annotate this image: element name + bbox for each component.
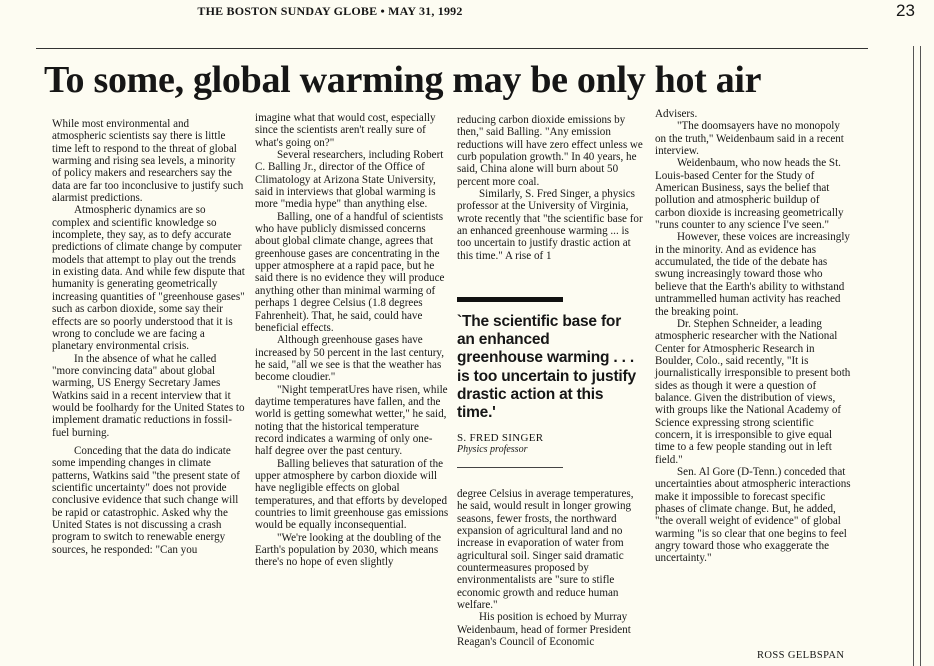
paragraph: Sen. Al Gore (D-Tenn.) conceded that uncertainties about atmospheric interactions make it impossible to forecast specific phases of climate change. But, he added, "the overall weight of evidence" of global warming "is so clear that one begins to feel angry toward those who exaggerate the uncertainty." xyxy=(655,465,851,565)
paragraph: degree Celsius in average temperatures, he said, would result in longer growing seasons, fewer frosts, the northward expansion of agricultural land and no increase in evaporation of water from agricultural soil. Singer said dramatic countermeasures proposed by environmentalists are "sure to stifle economic growth and reduce human welfare." xyxy=(457,488,634,612)
paragraph: In the absence of what he called "more convincing data" about global warming, US Energy Secretary James Watkins said in a recent interview that it would be foolhardy for the United States to implement dramatic reductions in fossil-fuel burning. xyxy=(52,352,245,439)
paragraph: His position is echoed by Murray Weidenbaum, head of former President Reagan's Council of Economic xyxy=(457,611,631,649)
paragraph: Balling believes that saturation of the upper atmosphere by carbon dioxide will have negligible effects on global temperatures, and that efforts by developed countries to limit greenhouse gas emissions would be equally inconsequential. xyxy=(255,457,449,532)
paragraph: Several researchers, including Robert C. Balling Jr., director of the Office of Climatology at Arizona State University, said in interviews that global warming is more "media hype" than anything else. xyxy=(255,149,444,211)
paragraph: reducing carbon dioxide emissions by then," said Balling. "Any emission reductions will have zero effect unless we curb population growth." In 40 years, he said, China alone will burn about 50 percent more coal. xyxy=(457,114,643,188)
article-column-4 xyxy=(655,108,851,565)
pullquote-attribution-name: S. FRED SINGER xyxy=(457,432,544,444)
paragraph: "The doomsayers have no monopoly on the truth," Weidenbaum said in a recent interview. xyxy=(655,120,844,158)
paragraph: "We're looking at the doubling of the Earth's population by 2030, which means there's no hope of even slightly xyxy=(255,531,441,569)
article-column-3-bottom xyxy=(457,488,645,648)
paragraph: While most environmental and atmospheric scientists say there is little time left to respond to the threat of global warming and rising sea levels, a minority of policy makers and researchers say the data are far too inconclusive to justify such alarmist predictions. xyxy=(52,118,244,205)
paragraph: Dr. Stephen Schneider, a leading atmospheric researcher with the National Center for Atmospheric Research in Boulder, Colo., said recently, "It is journalistically irresponsible to present both sides as though it were a question of balance. Given the distribution of views, with groups like the National Academy of Science expressing strong scientific concern, it is irresponsible to give equal time to a few people standing out in left field." xyxy=(655,317,851,466)
pullquote-attribution-title: Physics professor xyxy=(457,444,528,455)
paragraph: Conceding that the data do indicate some impending changes in climate patterns, Watkins said "the present state of scientific uncertainty" does not provide conclusive evidence that such change will be rapid or catastrophic. Asked why the United States is not discussing a crash program to switch to renewable energy sources, he responded: "Can you xyxy=(52,444,240,556)
pullquote-rule xyxy=(457,467,563,468)
margin-line xyxy=(913,46,914,666)
article-column-2 xyxy=(255,112,449,569)
pullquote: `The scientific base for an enhanced greenhouse warming . . . is too uncertain to justify drastic action at this time.' xyxy=(457,313,636,422)
paragraph: Weidenbaum, who now heads the St. Louis-based Center for the Study of American Business, says the belief that pollution and atmospheric buildup of carbon dioxide is increasing geometrically "runs counter to any science I've seen." xyxy=(655,157,844,232)
pullquote-bar xyxy=(457,297,563,302)
headline: To some, global warming may be only hot air xyxy=(44,59,762,101)
byline: ROSS GELBSPAN xyxy=(757,650,845,661)
margin-line xyxy=(920,46,921,666)
page-number: 23 xyxy=(896,1,915,20)
article-column-1 xyxy=(52,118,246,556)
paragraph: Similarly, S. Fred Singer, a physics professor at the University of Virginia, wrote recently that "the scientific base for an enhanced greenhouse warming ... is too uncertain to justify drastic action at this time." A rise of 1 xyxy=(457,188,643,262)
paragraph: However, these voices are increasingly in the minority. And as evidence has accumulated, the tide of the debate has swung increasingly toward those who believe that the Earth's ability to withstand untrammelled human activity has reached the breaking point. xyxy=(655,231,850,318)
paragraph: imagine what that would cost, especially since the scientists aren't really sure of what's going on?" xyxy=(255,112,436,149)
paragraph: Advisers. xyxy=(655,108,698,120)
article-column-3-top xyxy=(457,114,645,262)
paragraph: Balling, one of a handful of scientists who have publicly dismissed concerns about global climate change, agrees that greenhouse gases are concentrating in the upper atmosphere at a rapid pace, but he said there is no evidence they will produce anything other than minimal warming of perhaps 1 degree Celsius (1.8 degrees Fahrenheit). That, he said, could have beneficial effects. xyxy=(255,210,445,334)
top-rule xyxy=(36,48,868,49)
paragraph: "Night temperatUres have risen, while daytime temperatures have fallen, and the world is getting somewhat wetter," he said, noting that the historical temperature record indicates a warming of only one-half degree over the past century. xyxy=(255,383,448,458)
masthead: THE BOSTON SUNDAY GLOBE • MAY 31, 1992 xyxy=(197,4,463,18)
paragraph: Although greenhouse gases have increased by 50 percent in the last century, he said, "all we see is that the weather has become cloudier." xyxy=(255,334,445,384)
paragraph: Atmospheric dynamics are so complex and scientific knowledge so incomplete, they say, as to defy accurate predictions of climate change by computer models that attempt to play out the trends in existing data. And while few dispute that humanity is generating geometrically increasing quantities of "greenhouse gases" such as carbon dioxide, some say their effects are so poorly understood that it is wrong to conclude we are facing a planetary environmental crisis. xyxy=(52,204,245,353)
